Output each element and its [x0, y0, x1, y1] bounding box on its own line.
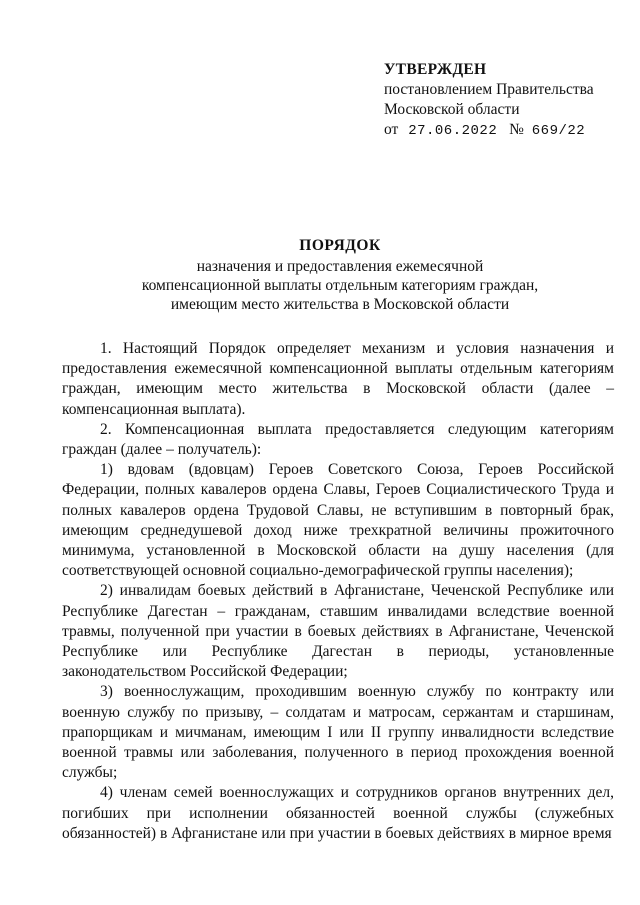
approval-date-prefix: от [384, 121, 399, 138]
paragraph-1: 1. Настоящий Порядок определяет механизм и условия назначения и предоставления ежемесячной компенсационной выплаты отдельным категориям граждан, имеющим место жительства в Московской области (далее – компенсационная выплата). [62, 340, 614, 418]
approval-number-prefix: № [509, 121, 524, 138]
approval-title: УТВЕРЖДЕН [384, 61, 487, 78]
approval-date-line [384, 120, 624, 141]
heading-line-2: компенсационной выплаты отдельным категориям граждан, [141, 277, 539, 294]
document-heading [100, 236, 580, 314]
paragraph-2-item-2: 2) инвалидам боевых действий в Афганистане, Чеченской Республике или Республике Дагестан – гражданам, ставшим инвалидами вследствие военной травмы, полученной при участии в боевых действиях в Афганистане, Чеченской Республике или Республике Дагестан в периоды, установленные законодательством Российской Федерации; [62, 582, 614, 681]
document-title: ПОРЯДОК [299, 237, 381, 254]
heading-line-3: имеющим место жительства в Московской области [170, 296, 510, 313]
approval-date: 27.06.2022 [408, 123, 498, 139]
paragraph-2-item-3: 3) военнослужащим, проходившим военную службу по контракту или военную службу по призыву, – солдатам и матросам, сержантам и старшинам, прапорщикам и мичманам, имеющим I или II группу инвалидности вследствие военной травмы или заболевания, полученного в период прохождения военной службы; [62, 683, 614, 782]
approval-line-2: Московской области [384, 101, 520, 118]
approval-block [384, 60, 624, 141]
document-body [62, 339, 614, 844]
approval-number: 669/22 [531, 123, 586, 139]
paragraph-2-item-4: 4) членам семей военнослужащих и сотрудников органов внутренних дел, погибших при исполнении обязанностей военной службы (служебных обязанностей) в Афганистане или при участии в боевых действиях в мирное время [62, 784, 614, 842]
approval-line-1: постановлением Правительства [384, 81, 594, 98]
heading-line-1: назначения и предоставления ежемесячной [196, 258, 484, 275]
paragraph-2: 2. Компенсационная выплата предоставляется следующим категориям граждан (далее – получатель): [62, 420, 614, 459]
paragraph-2-item-1: 1) вдовам (вдовцам) Героев Советского Союза, Героев Российской Федерации, полных кавалеров ордена Славы, Героев Социалистического Труда и полных кавалеров ордена Трудовой Славы, не вступившим в повторный брак, имеющим среднедушевой доход ниже трехкратной величины прожиточного минимума, установленной в Московской области на душу населения (для соответствующей основной социально-демографической группы населения); [62, 461, 614, 580]
